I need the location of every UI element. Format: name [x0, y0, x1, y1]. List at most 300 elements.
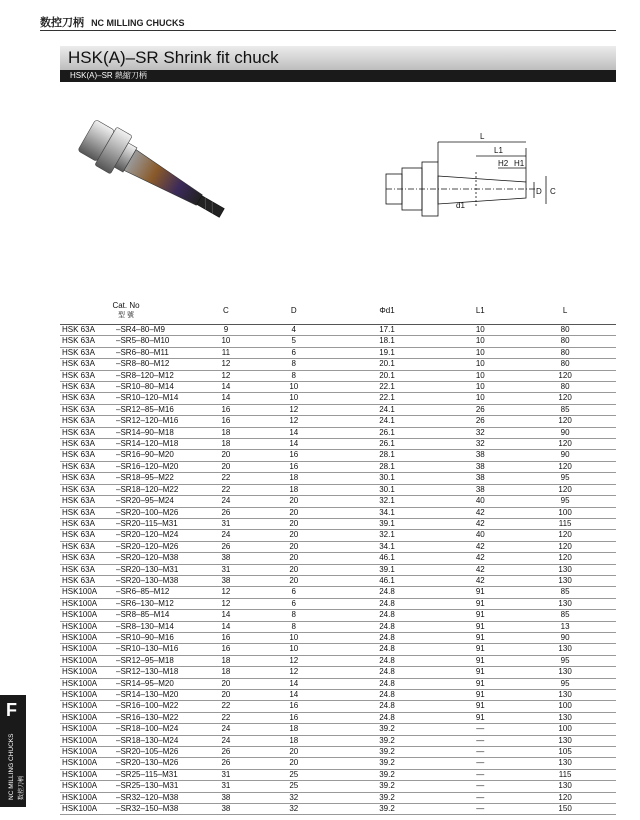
cell-l: 120 — [514, 416, 616, 427]
cell-c: 12 — [192, 587, 260, 598]
cell-c: 12 — [192, 370, 260, 381]
cell-l: 105 — [514, 747, 616, 758]
cell-model: HSK 63A — [60, 359, 116, 370]
cell-model: HSK100A — [60, 610, 116, 621]
cell-l: 120 — [514, 792, 616, 803]
header-title-cn: 数控刀柄 — [40, 17, 84, 29]
cell-series: –SR20–100–M26 — [116, 507, 192, 518]
cell-d: 20 — [260, 530, 328, 541]
table-row — [60, 804, 616, 815]
cell-d1: 24.8 — [328, 678, 447, 689]
cell-d: 20 — [260, 575, 328, 586]
cell-series: –SR20–95–M24 — [116, 496, 192, 507]
cell-c: 20 — [192, 690, 260, 701]
cell-d1: 46.1 — [328, 553, 447, 564]
cell-c: 16 — [192, 416, 260, 427]
cell-l1: 42 — [446, 575, 514, 586]
cell-l: 130 — [514, 575, 616, 586]
cell-d1: 34.1 — [328, 507, 447, 518]
cell-d: 16 — [260, 701, 328, 712]
cell-l: 85 — [514, 404, 616, 415]
cell-d: 20 — [260, 553, 328, 564]
cell-d: 6 — [260, 587, 328, 598]
cell-l: 130 — [514, 598, 616, 609]
side-tab-letter: F — [6, 700, 17, 720]
cell-l1: — — [446, 804, 514, 815]
spec-table — [60, 298, 616, 815]
cell-model: HSK100A — [60, 792, 116, 803]
cell-l: 120 — [514, 541, 616, 552]
cell-l1: 42 — [446, 507, 514, 518]
cell-model: HSK 63A — [60, 484, 116, 495]
cell-series: –SR32–120–M38 — [116, 792, 192, 803]
cell-l1: 91 — [446, 610, 514, 621]
cell-series: –SR25–115–M31 — [116, 769, 192, 780]
cell-model: HSK100A — [60, 644, 116, 655]
cell-l: 130 — [514, 712, 616, 723]
cell-l1: 91 — [446, 690, 514, 701]
cell-l1: 42 — [446, 518, 514, 529]
cell-model: HSK100A — [60, 804, 116, 815]
cell-l: 80 — [514, 359, 616, 370]
cell-series: –SR8–85–M14 — [116, 610, 192, 621]
cell-model: HSK 63A — [60, 553, 116, 564]
cell-d1: 32.1 — [328, 496, 447, 507]
cell-d: 8 — [260, 359, 328, 370]
cell-d1: 22.1 — [328, 382, 447, 393]
cell-d1: 24.8 — [328, 701, 447, 712]
cell-l1: 10 — [446, 393, 514, 404]
cell-model: HSK 63A — [60, 325, 116, 336]
cell-d: 32 — [260, 792, 328, 803]
cell-d: 20 — [260, 564, 328, 575]
cell-d1: 24.8 — [328, 655, 447, 666]
cell-c: 38 — [192, 792, 260, 803]
cell-model: HSK 63A — [60, 416, 116, 427]
cell-l: 95 — [514, 678, 616, 689]
cell-d1: 24.8 — [328, 610, 447, 621]
cell-series: –SR14–120–M18 — [116, 439, 192, 450]
cell-l1: — — [446, 781, 514, 792]
page-header — [40, 14, 185, 30]
table-row — [60, 427, 616, 438]
cell-model: HSK100A — [60, 598, 116, 609]
cell-c: 14 — [192, 382, 260, 393]
table-row — [60, 587, 616, 598]
cell-l1: 91 — [446, 712, 514, 723]
cell-c: 9 — [192, 325, 260, 336]
cell-c: 14 — [192, 610, 260, 621]
cell-series: –SR18–130–M24 — [116, 735, 192, 746]
cell-l: 80 — [514, 336, 616, 347]
cell-l: 95 — [514, 473, 616, 484]
cell-c: 24 — [192, 496, 260, 507]
cell-l1: 91 — [446, 587, 514, 598]
cell-series: –SR10–130–M16 — [116, 644, 192, 655]
cell-l1: 26 — [446, 404, 514, 415]
table-row — [60, 655, 616, 666]
dim-label-l1: L1 — [494, 146, 503, 155]
cell-model: HSK100A — [60, 724, 116, 735]
cell-l1: — — [446, 769, 514, 780]
cell-d1: 34.1 — [328, 541, 447, 552]
cell-model: HSK 63A — [60, 496, 116, 507]
cell-d: 12 — [260, 667, 328, 678]
table-row — [60, 473, 616, 484]
cell-l1: 38 — [446, 450, 514, 461]
cell-d1: 20.1 — [328, 359, 447, 370]
cell-l: 100 — [514, 724, 616, 735]
cell-c: 31 — [192, 769, 260, 780]
cell-d1: 28.1 — [328, 461, 447, 472]
table-row — [60, 758, 616, 769]
cell-series: –SR8–130–M14 — [116, 621, 192, 632]
cell-d1: 26.1 — [328, 427, 447, 438]
cell-l1: 40 — [446, 496, 514, 507]
cell-c: 20 — [192, 450, 260, 461]
cell-c: 16 — [192, 632, 260, 643]
table-row — [60, 336, 616, 347]
cell-series: –SR12–130–M18 — [116, 667, 192, 678]
table-row — [60, 678, 616, 689]
cell-model: HSK100A — [60, 735, 116, 746]
cell-l1: — — [446, 724, 514, 735]
cell-c: 22 — [192, 701, 260, 712]
cell-c: 11 — [192, 347, 260, 358]
product-photo — [70, 120, 250, 240]
cell-model: HSK100A — [60, 621, 116, 632]
cell-series: –SR12–95–M18 — [116, 655, 192, 666]
cell-l: 130 — [514, 564, 616, 575]
cell-series: –SR8–80–M12 — [116, 359, 192, 370]
cell-series: –SR5–80–M10 — [116, 336, 192, 347]
cell-l: 90 — [514, 427, 616, 438]
cell-l1: — — [446, 758, 514, 769]
cell-model: HSK 63A — [60, 393, 116, 404]
cell-d1: 24.1 — [328, 404, 447, 415]
cell-model: HSK 63A — [60, 564, 116, 575]
cell-series: –SR16–120–M20 — [116, 461, 192, 472]
cell-l1: 91 — [446, 621, 514, 632]
cell-l: 120 — [514, 370, 616, 381]
cell-c: 24 — [192, 530, 260, 541]
cell-series: –SR14–90–M18 — [116, 427, 192, 438]
cell-l1: 26 — [446, 416, 514, 427]
cell-model: HSK 63A — [60, 507, 116, 518]
cell-series: –SR14–130–M20 — [116, 690, 192, 701]
cell-l: 120 — [514, 530, 616, 541]
table-row — [60, 404, 616, 415]
cell-model: HSK 63A — [60, 347, 116, 358]
cell-series: –SR4–80–M9 — [116, 325, 192, 336]
table-row — [60, 439, 616, 450]
cell-model: HSK100A — [60, 781, 116, 792]
header-cat-no-cn: 型 號 — [118, 312, 134, 319]
cell-c: 26 — [192, 747, 260, 758]
cell-d1: 39.2 — [328, 792, 447, 803]
cell-c: 10 — [192, 336, 260, 347]
cell-d1: 39.2 — [328, 804, 447, 815]
dim-label-d: D — [536, 187, 542, 196]
cell-series: –SR6–130–M12 — [116, 598, 192, 609]
cell-model: HSK 63A — [60, 382, 116, 393]
cell-model: HSK 63A — [60, 530, 116, 541]
cell-d: 20 — [260, 758, 328, 769]
cell-series: –SR10–90–M16 — [116, 632, 192, 643]
cell-series: –SR20–130–M26 — [116, 758, 192, 769]
cell-l: 85 — [514, 610, 616, 621]
cell-l: 90 — [514, 632, 616, 643]
cell-d1: 46.1 — [328, 575, 447, 586]
cell-c: 20 — [192, 461, 260, 472]
cell-d: 20 — [260, 747, 328, 758]
cell-model: HSK 63A — [60, 439, 116, 450]
cell-series: –SR16–100–M22 — [116, 701, 192, 712]
dim-label-l: L — [480, 132, 485, 141]
table-row — [60, 325, 616, 336]
cell-l1: 91 — [446, 667, 514, 678]
header-divider — [40, 30, 616, 31]
table-row — [60, 690, 616, 701]
cell-l1: 38 — [446, 461, 514, 472]
cell-l1: 91 — [446, 644, 514, 655]
cell-series: –SR18–100–M24 — [116, 724, 192, 735]
cell-d1: 39.2 — [328, 747, 447, 758]
cell-l1: 32 — [446, 439, 514, 450]
cell-d: 14 — [260, 427, 328, 438]
cell-d: 8 — [260, 370, 328, 381]
cell-d1: 26.1 — [328, 439, 447, 450]
cell-c: 24 — [192, 724, 260, 735]
cell-d: 14 — [260, 678, 328, 689]
cell-d1: 24.8 — [328, 644, 447, 655]
cell-d: 18 — [260, 724, 328, 735]
cell-d: 18 — [260, 473, 328, 484]
cell-d1: 39.2 — [328, 724, 447, 735]
cell-model: HSK100A — [60, 655, 116, 666]
cell-model: HSK100A — [60, 712, 116, 723]
cell-l: 130 — [514, 758, 616, 769]
cell-l: 100 — [514, 507, 616, 518]
cell-c: 22 — [192, 484, 260, 495]
table-row — [60, 530, 616, 541]
table-row — [60, 541, 616, 552]
cell-series: –SR12–85–M16 — [116, 404, 192, 415]
cell-l: 80 — [514, 347, 616, 358]
cell-d: 10 — [260, 382, 328, 393]
cell-c: 18 — [192, 439, 260, 450]
cell-d: 25 — [260, 769, 328, 780]
cell-d: 5 — [260, 336, 328, 347]
table-row — [60, 382, 616, 393]
cell-d: 12 — [260, 404, 328, 415]
cell-series: –SR18–120–M22 — [116, 484, 192, 495]
cell-c: 38 — [192, 553, 260, 564]
cell-l1: 10 — [446, 336, 514, 347]
cell-c: 12 — [192, 598, 260, 609]
cell-c: 20 — [192, 678, 260, 689]
table-header-row — [60, 298, 616, 325]
cell-model: HSK 63A — [60, 575, 116, 586]
cell-l1: — — [446, 747, 514, 758]
cell-model: HSK100A — [60, 758, 116, 769]
header-d1: Φd1 — [328, 298, 447, 325]
cell-c: 22 — [192, 473, 260, 484]
table-row — [60, 575, 616, 586]
cell-c: 18 — [192, 667, 260, 678]
table-row — [60, 393, 616, 404]
cell-l1: 10 — [446, 382, 514, 393]
table-row — [60, 564, 616, 575]
cell-l: 90 — [514, 450, 616, 461]
cell-series: –SR32–150–M38 — [116, 804, 192, 815]
header-cat-no-en: Cat. No — [112, 300, 140, 310]
cell-l: 115 — [514, 769, 616, 780]
cell-series: –SR6–85–M12 — [116, 587, 192, 598]
cell-model: HSK100A — [60, 587, 116, 598]
table-row — [60, 518, 616, 529]
cell-model: HSK 63A — [60, 450, 116, 461]
cell-d1: 24.8 — [328, 632, 447, 643]
technical-drawing — [376, 128, 576, 248]
cell-model: HSK 63A — [60, 336, 116, 347]
cell-d: 25 — [260, 781, 328, 792]
cell-c: 31 — [192, 564, 260, 575]
cell-c: 18 — [192, 655, 260, 666]
cell-d1: 39.2 — [328, 735, 447, 746]
cell-l: 115 — [514, 518, 616, 529]
cell-d: 20 — [260, 507, 328, 518]
table-row — [60, 701, 616, 712]
cell-l: 130 — [514, 690, 616, 701]
cell-l: 120 — [514, 393, 616, 404]
table-row — [60, 598, 616, 609]
cell-model: HSK 63A — [60, 541, 116, 552]
cell-d1: 39.2 — [328, 781, 447, 792]
dim-label-h1: H1 — [514, 159, 525, 168]
cell-l: 120 — [514, 484, 616, 495]
cell-l: 130 — [514, 735, 616, 746]
cell-d: 10 — [260, 644, 328, 655]
cell-d: 20 — [260, 496, 328, 507]
cell-c: 16 — [192, 404, 260, 415]
cell-d1: 24.8 — [328, 587, 447, 598]
header-c: C — [192, 298, 260, 325]
table-row — [60, 347, 616, 358]
cell-d: 20 — [260, 541, 328, 552]
table-row — [60, 507, 616, 518]
cell-l: 13 — [514, 621, 616, 632]
cell-d: 12 — [260, 416, 328, 427]
cell-d: 8 — [260, 621, 328, 632]
cell-series: –SR20–130–M31 — [116, 564, 192, 575]
cell-l: 100 — [514, 701, 616, 712]
table-row — [60, 747, 616, 758]
cell-d1: 39.2 — [328, 769, 447, 780]
cell-l: 120 — [514, 553, 616, 564]
cell-c: 31 — [192, 518, 260, 529]
cell-series: –SR20–120–M24 — [116, 530, 192, 541]
cell-model: HSK 63A — [60, 473, 116, 484]
cell-d1: 24.8 — [328, 621, 447, 632]
dim-label-c: C — [550, 187, 556, 196]
cell-d: 14 — [260, 690, 328, 701]
cell-d: 4 — [260, 325, 328, 336]
cell-model: HSK 63A — [60, 461, 116, 472]
table-row — [60, 621, 616, 632]
cell-c: 16 — [192, 644, 260, 655]
cell-d: 14 — [260, 439, 328, 450]
cell-model: HSK100A — [60, 632, 116, 643]
cell-d1: 24.8 — [328, 667, 447, 678]
cell-d: 16 — [260, 461, 328, 472]
table-row — [60, 484, 616, 495]
dim-label-d1: d1 — [456, 201, 465, 210]
side-tab-text-en: NC MILLING CHUCKS — [8, 733, 15, 800]
cell-d: 18 — [260, 484, 328, 495]
cell-l: 120 — [514, 439, 616, 450]
cell-c: 26 — [192, 541, 260, 552]
cell-d1: 28.1 — [328, 450, 447, 461]
cell-l1: 10 — [446, 370, 514, 381]
cell-series: –SR16–90–M20 — [116, 450, 192, 461]
cell-model: HSK 63A — [60, 404, 116, 415]
cell-d: 18 — [260, 735, 328, 746]
cell-c: 38 — [192, 804, 260, 815]
cell-model: HSK100A — [60, 747, 116, 758]
table-row — [60, 735, 616, 746]
dim-label-h2: H2 — [498, 159, 509, 168]
cell-series: –SR10–120–M14 — [116, 393, 192, 404]
cell-l1: 42 — [446, 553, 514, 564]
table-row — [60, 450, 616, 461]
cell-series: –SR16–130–M22 — [116, 712, 192, 723]
cell-d1: 39.1 — [328, 564, 447, 575]
cell-series: –SR12–120–M16 — [116, 416, 192, 427]
cell-series: –SR18–95–M22 — [116, 473, 192, 484]
cell-series: –SR25–130–M31 — [116, 781, 192, 792]
cell-l: 150 — [514, 804, 616, 815]
cell-c: 14 — [192, 621, 260, 632]
cell-d1: 22.1 — [328, 393, 447, 404]
cell-c: 26 — [192, 507, 260, 518]
cell-l1: 42 — [446, 564, 514, 575]
header-l: L — [514, 298, 616, 325]
cell-l: 130 — [514, 644, 616, 655]
cell-l1: 40 — [446, 530, 514, 541]
cell-l1: 42 — [446, 541, 514, 552]
cell-d1: 39.1 — [328, 518, 447, 529]
cell-l1: — — [446, 735, 514, 746]
cell-d1: 24.8 — [328, 598, 447, 609]
cell-l: 130 — [514, 667, 616, 678]
cell-d1: 39.2 — [328, 758, 447, 769]
cell-model: HSK100A — [60, 678, 116, 689]
cell-d1: 30.1 — [328, 484, 447, 495]
table-row — [60, 724, 616, 735]
cell-d1: 18.1 — [328, 336, 447, 347]
cell-l1: 91 — [446, 678, 514, 689]
cell-d: 16 — [260, 712, 328, 723]
cell-l1: 10 — [446, 347, 514, 358]
table-row — [60, 416, 616, 427]
cell-series: –SR20–105–M26 — [116, 747, 192, 758]
cell-d: 6 — [260, 347, 328, 358]
cell-l: 130 — [514, 781, 616, 792]
cell-l1: 38 — [446, 473, 514, 484]
cell-series: –SR20–115–M31 — [116, 518, 192, 529]
cell-d1: 20.1 — [328, 370, 447, 381]
